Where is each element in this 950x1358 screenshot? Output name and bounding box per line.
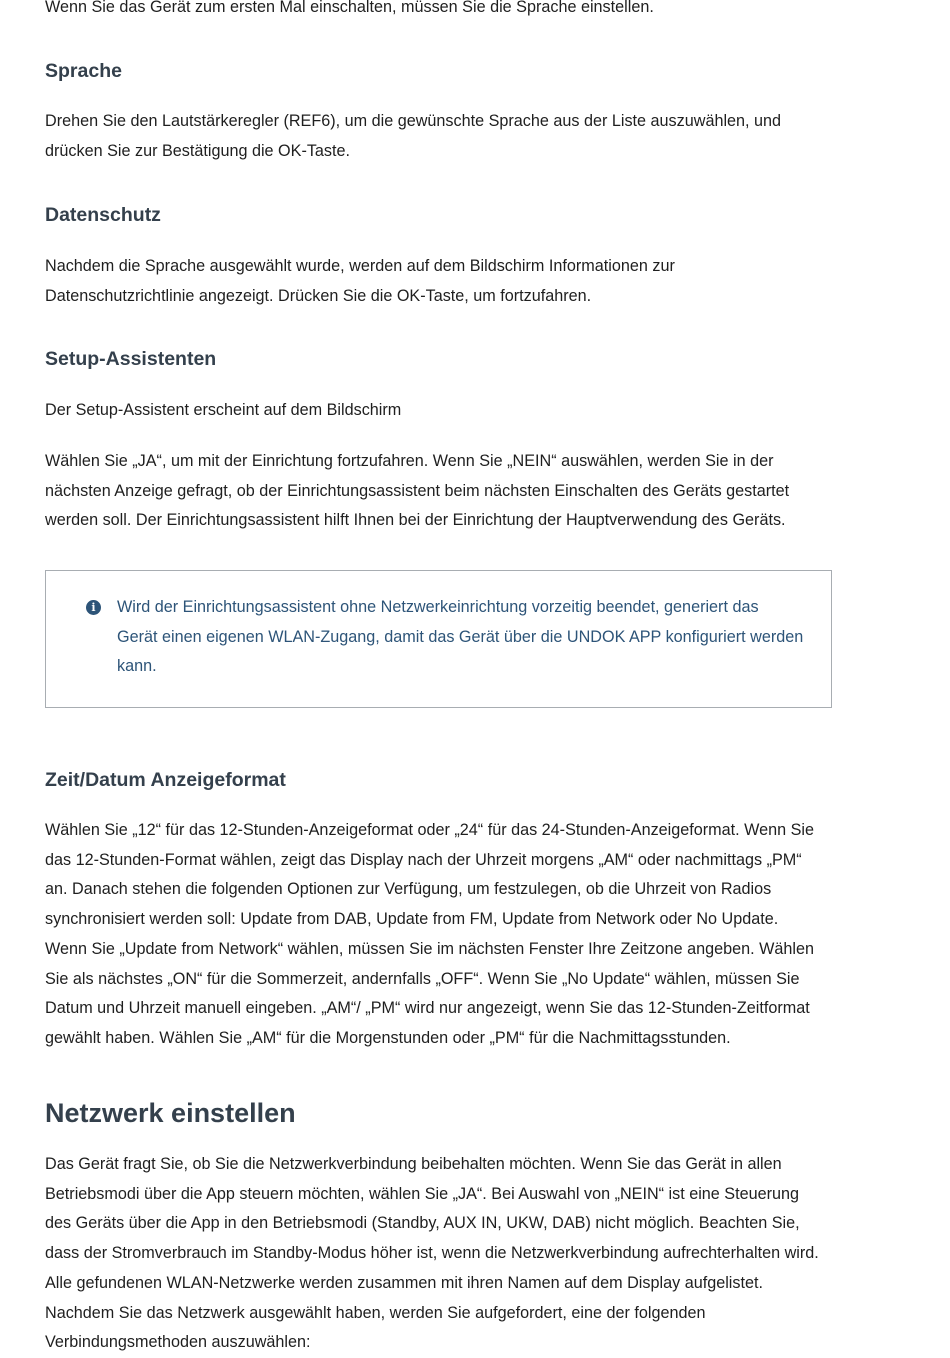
line: Verbindungsmethoden auszuwählen: <box>45 1333 311 1352</box>
line: gewählt haben. Wählen Sie „AM“ für die Morgenstunden oder „PM“ für die Nachmittagsstunden. <box>45 1028 731 1047</box>
line: Drehen Sie den Lautstärkeregler (REF6), um die gewünschte Sprache aus der Liste auszuwählen, und <box>45 112 782 130</box>
paragraph-zeit-datum <box>45 816 814 1054</box>
line: dass der Stromverbrauch im Standby-Modus höher ist, wenn die Netzwerkverbindung aufrechterhalten wird. <box>45 1244 819 1263</box>
line: Wählen Sie „JA“, um mit der Einrichtung fortzufahren. Wenn Sie „NEIN“ auswählen, werden Sie in der <box>45 452 774 470</box>
line: Wird der Einrichtungsassistent ohne Netzwerkeinrichtung vorzeitig beendet, generiert das <box>117 598 759 616</box>
paragraph-setup-intro: Der Setup-Assistent erscheint auf dem Bildschirm <box>45 401 402 419</box>
line: Datenschutzrichtlinie angezeigt. Drücken Sie die OK-Taste, um fortzufahren. <box>45 286 592 305</box>
line: das 12-Stunden-Format wählen, zeigt das Display nach der Uhrzeit morgens „AM“ oder nachmittags „PM“ <box>45 850 802 869</box>
line: Nachdem Sie das Netzwerk ausgewählt haben, werden Sie aufgefordert, eine der folgenden <box>45 1303 706 1322</box>
paragraph-netzwerk <box>45 1150 819 1358</box>
line: Das Gerät fragt Sie, ob Sie die Netzwerkverbindung beibehalten möchten. Wenn Sie das Gerät in allen <box>45 1155 782 1173</box>
line: synchronisiert werden soll: Update from DAB, Update from FM, Update from Network oder No Update. <box>45 910 779 929</box>
line: Alle gefundenen WLAN-Netzwerke werden zusammen mit ihren Namen auf dem Display aufgelistet. <box>45 1273 763 1292</box>
line: Betriebsmodi über die App steuern möchten, wählen Sie „JA“. Bei Auswahl von „NEIN“ ist eine Steuerung <box>45 1184 800 1203</box>
line: nächsten Anzeige gefragt, ob der Einrichtungsassistent beim nächsten Einschalten des Geräts gestartet <box>45 481 790 500</box>
paragraph-setup <box>45 447 789 536</box>
line: Datum und Uhrzeit manuell eingeben. „AM“/ „PM“ wird nur angezeigt, wenn Sie das 12-Stunden-Zeitformat <box>45 999 810 1018</box>
heading-sprache: Sprache <box>45 60 122 82</box>
info-note <box>45 570 832 708</box>
line: Gerät einen eigenen WLAN-Zugang, damit das Gerät über die UNDOK APP konfiguriert werden <box>117 627 804 646</box>
line: des Geräts über die App in den Betriebsmodi (Standby, AUX IN, UKW, DAB) nicht möglich. Beachten Sie, <box>45 1214 800 1233</box>
paragraph-datenschutz <box>45 252 675 311</box>
line: Wenn Sie „Update from Network“ wählen, müssen Sie im nächsten Fenster Ihre Zeitzone angeben. Wählen <box>45 939 814 958</box>
line: Wählen Sie „12“ für das 12-Stunden-Anzeigeformat oder „24“ für das 24-Stunden-Anzeigeformat. Wenn Sie <box>45 821 815 839</box>
heading-datenschutz: Datenschutz <box>45 204 161 226</box>
heading-setup: Setup-Assistenten <box>45 348 217 370</box>
line: kann. <box>117 657 157 676</box>
line: Nachdem die Sprache ausgewählt wurde, werden auf dem Bildschirm Informationen zur <box>45 257 675 275</box>
heading-netzwerk: Netzwerk einstellen <box>45 1098 296 1128</box>
line: Sie als nächstes „ON“ für die Sommerzeit, andernfalls „OFF“. Wenn Sie „No Update“ wählen, müssen Sie <box>45 969 800 988</box>
intro-text: Wenn Sie das Gerät zum ersten Mal einschalten, müssen Sie die Sprache einstellen. <box>45 0 654 16</box>
line: drücken Sie zur Bestätigung die OK-Taste. <box>45 141 351 160</box>
paragraph-sprache <box>45 107 781 166</box>
info-icon: i <box>86 600 101 615</box>
line: werden soll. Der Einrichtungsassistent hilft Ihnen bei der Einrichtung der Hauptverwendung des Geräts. <box>45 511 786 530</box>
heading-zeit-datum: Zeit/Datum Anzeigeformat <box>45 769 286 791</box>
line: an. Danach stehen die folgenden Optionen zur Verfügung, um festzulegen, ob die Uhrzeit von Radios <box>45 880 772 899</box>
info-note-text <box>117 593 817 682</box>
